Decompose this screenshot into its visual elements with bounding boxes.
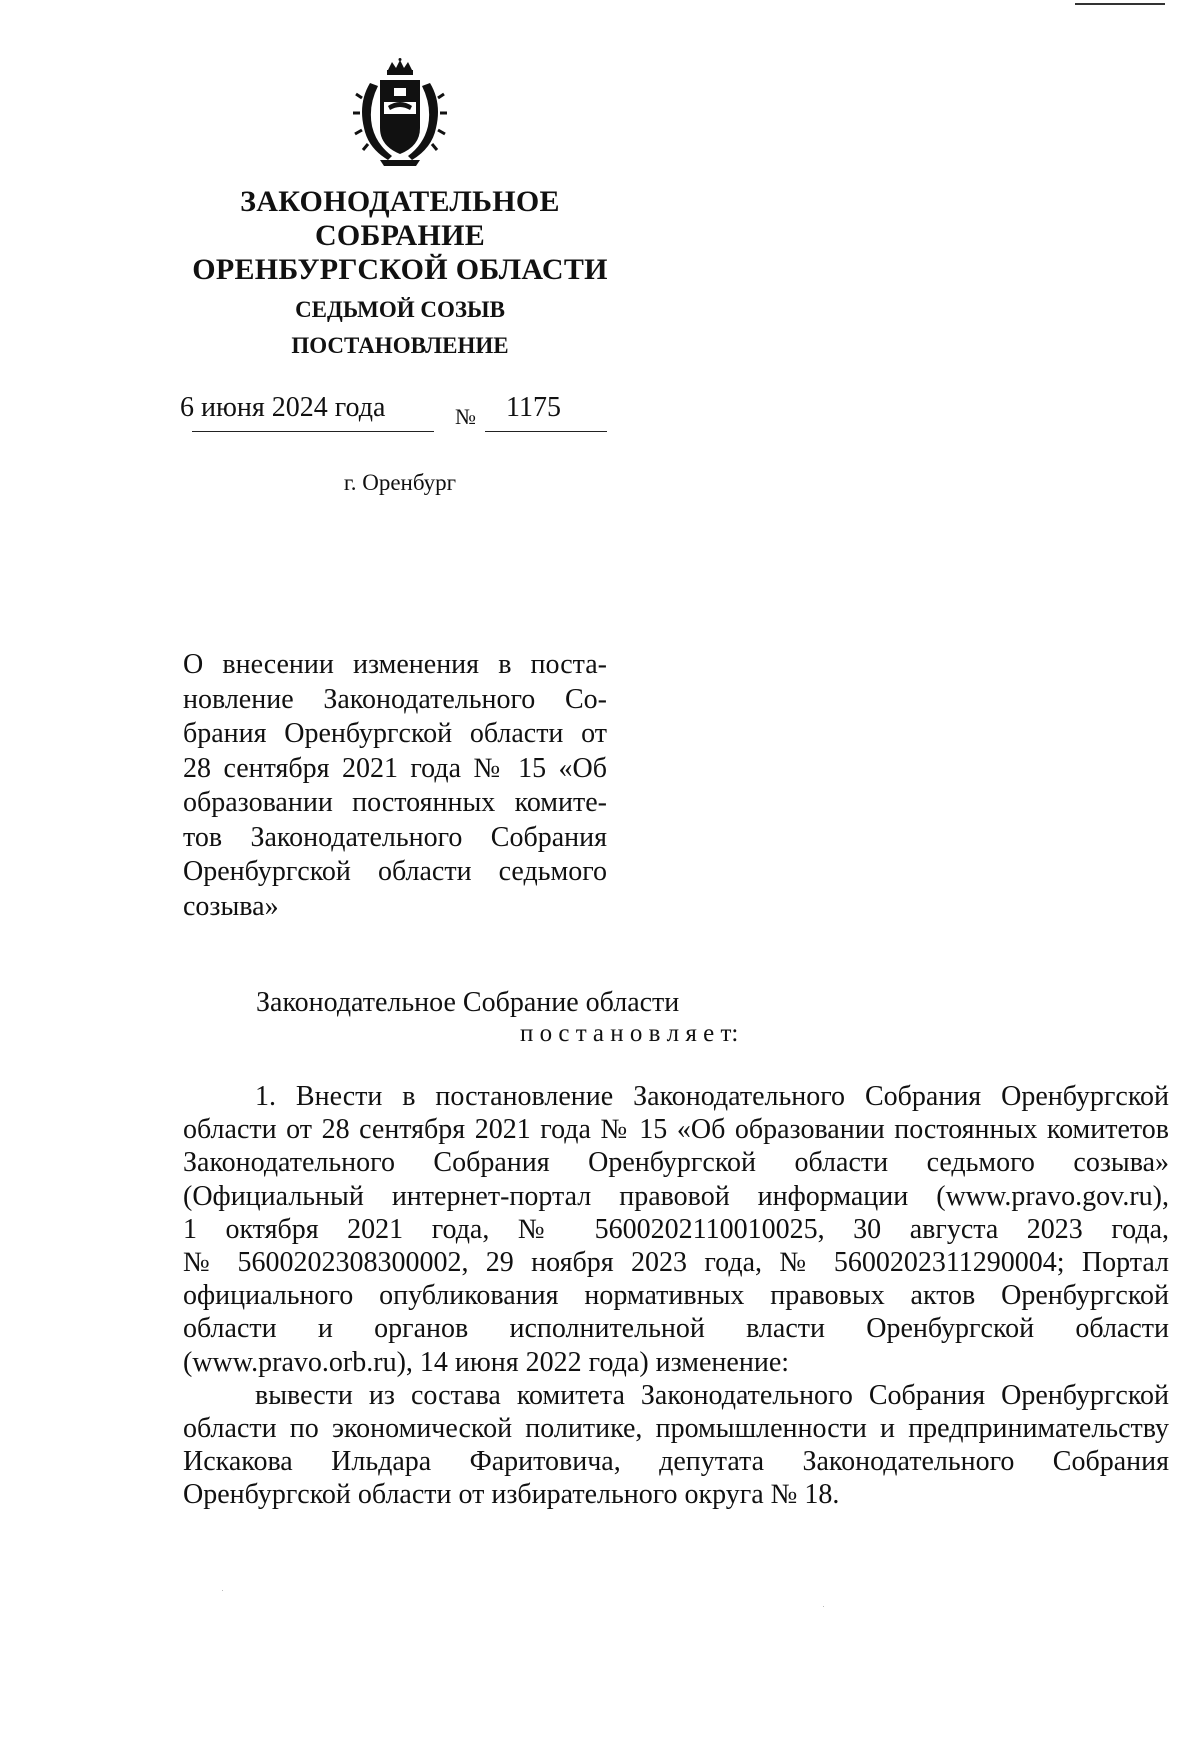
body-line: Оренбургской области от избирательного округа № 18. <box>183 1479 840 1511</box>
body-line: области и органов исполнительной власти Оренбургской области <box>183 1313 1169 1345</box>
body-line: Искакова Ильдара Фаритовича, депутата Законодательного Собрания <box>183 1446 1169 1478</box>
body-line: официального опубликования нормативных правовых актов Оренбургской <box>183 1280 1169 1312</box>
scan-speck <box>222 1590 223 1591</box>
preamble-text: Законодательное Собрание области <box>256 987 680 1018</box>
body-line: 1 октября 2021 года, № 5600202110010025, 30 августа 2023 года, <box>183 1213 1169 1245</box>
body-line: (www.pravo.orb.ru), 14 июня 2022 года) изменение: <box>183 1346 790 1378</box>
header-title-line-1: ЗАКОНОДАТЕЛЬНОЕ <box>240 185 560 218</box>
subject-line: 28 сентября 2021 года № 15 «Об <box>183 752 607 784</box>
document-subject <box>183 648 607 924</box>
body-line: Законодательного Собрания Оренбургской области седьмого созыва» <box>183 1147 1169 1179</box>
number-underline <box>485 431 607 432</box>
scan-speck <box>823 1606 824 1607</box>
document-type-label: ПОСТАНОВЛЕНИЕ <box>291 333 509 358</box>
header-title-line-3: ОРЕНБУРГСКОЙ ОБЛАСТИ <box>192 253 608 286</box>
header-title-line-2: СОБРАНИЕ <box>314 219 486 252</box>
body-line: области по экономической политике, промышленности и предпринимательству <box>183 1412 1169 1444</box>
subject-line: Оренбургской области седьмого <box>183 856 607 887</box>
resolution-body <box>183 1080 1169 1511</box>
document-date: 6 июня 2024 года <box>180 392 386 423</box>
date-underline <box>192 431 434 432</box>
top-edge-rule <box>1075 3 1165 5</box>
subject-line: созыва» <box>183 890 279 922</box>
body-line: вывести из состава комитета Законодательного Собрания Оренбургской <box>255 1379 1169 1411</box>
subject-line: тов Законодательного Собрания <box>183 821 607 853</box>
body-line: (Официальный интернет-портал правовой информации (www.pravo.gov.ru), <box>183 1180 1169 1212</box>
body-line: № 5600202308300002, 29 ноября 2023 года, № 5600202311290004; Портал <box>183 1246 1169 1278</box>
city-label: г. Оренбург <box>343 470 457 495</box>
coat-of-arms-emblem <box>350 58 450 168</box>
subject-line: новление Законодательного Со- <box>183 683 607 715</box>
body-line: 1. Внести в постановление Законодательного Собрания Оренбургской <box>255 1081 1169 1112</box>
body-line: области от 28 сентября 2021 года № 15 «Об образовании постоянных комитетов <box>183 1114 1169 1146</box>
number-sign: № <box>455 404 476 429</box>
resolves-text: п о с т а н о в л я е т: <box>520 1020 739 1047</box>
subject-line: О внесении изменения в поста- <box>183 649 607 680</box>
subject-line: брания Оренбургской области от <box>183 718 607 749</box>
convocation-label: СЕДЬМОЙ СОЗЫВ <box>295 297 505 322</box>
subject-line: образовании постоянных комите- <box>183 787 607 818</box>
document-number: 1175 <box>506 392 561 423</box>
